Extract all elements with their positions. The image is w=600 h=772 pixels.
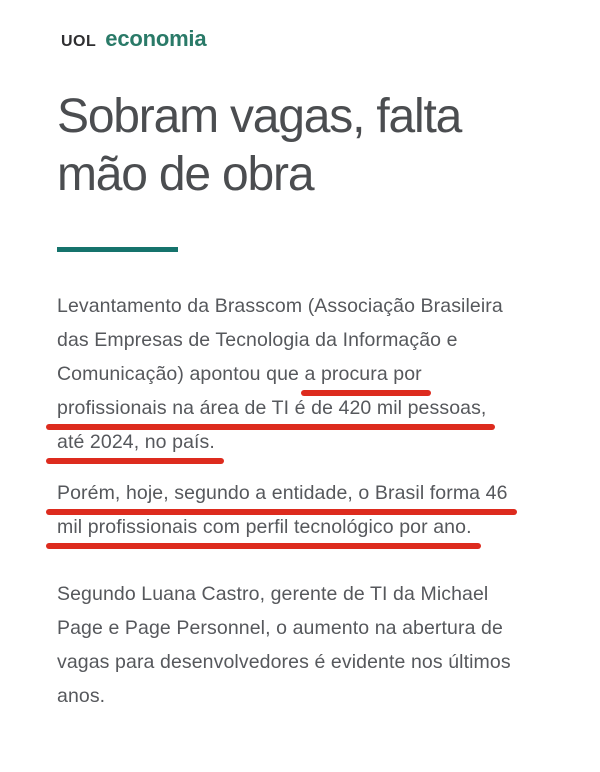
body-line (57, 425, 564, 459)
paragraph (57, 577, 564, 713)
title-divider (57, 247, 178, 252)
body-text: vagas para desenvolvedores é evidente nos últimos (57, 651, 511, 673)
article-body (57, 289, 564, 713)
body-line (57, 577, 564, 611)
red-underlined-text: mil profissionais com perfil tecnológico por ano. (57, 516, 472, 538)
body-text: Levantamento da Brasscom (Associação Brasileira (57, 295, 503, 317)
article-title (57, 88, 564, 204)
body-text: Page e Page Personnel, o aumento na abertura de (57, 617, 503, 639)
red-underlined-text: Porém, hoje, segundo a entidade, o Brasil forma 46 (57, 482, 508, 504)
body-text: Segundo Luana Castro, gerente de TI da Michael (57, 583, 489, 605)
article-title-line: mão de obra (57, 148, 314, 201)
body-line (57, 357, 564, 391)
body-line (57, 323, 564, 357)
paragraph (57, 289, 564, 459)
body-text: Comunicação) apontou que (57, 363, 305, 385)
body-line (57, 679, 564, 713)
body-line (57, 510, 564, 544)
body-line (57, 391, 564, 425)
article-page (0, 26, 600, 713)
red-underlined-text: profissionais na área de TI é de 420 mil pessoas, (57, 397, 487, 419)
body-line (57, 645, 564, 679)
body-text: das Empresas de Tecnologia da Informação e (57, 329, 458, 351)
uol-economia-logo[interactable] (61, 26, 564, 52)
paragraph (57, 476, 564, 544)
red-underlined-text: a procura por (304, 363, 422, 385)
body-line (57, 476, 564, 510)
red-underlined-text: até 2024, no país. (57, 431, 215, 453)
body-text: anos. (57, 685, 106, 707)
body-line (57, 611, 564, 645)
body-line (57, 289, 564, 323)
uol-logo-text[interactable]: UOL (61, 33, 97, 50)
economia-section-label[interactable]: economia (105, 26, 207, 51)
article-title-line: Sobram vagas, falta (57, 90, 462, 143)
